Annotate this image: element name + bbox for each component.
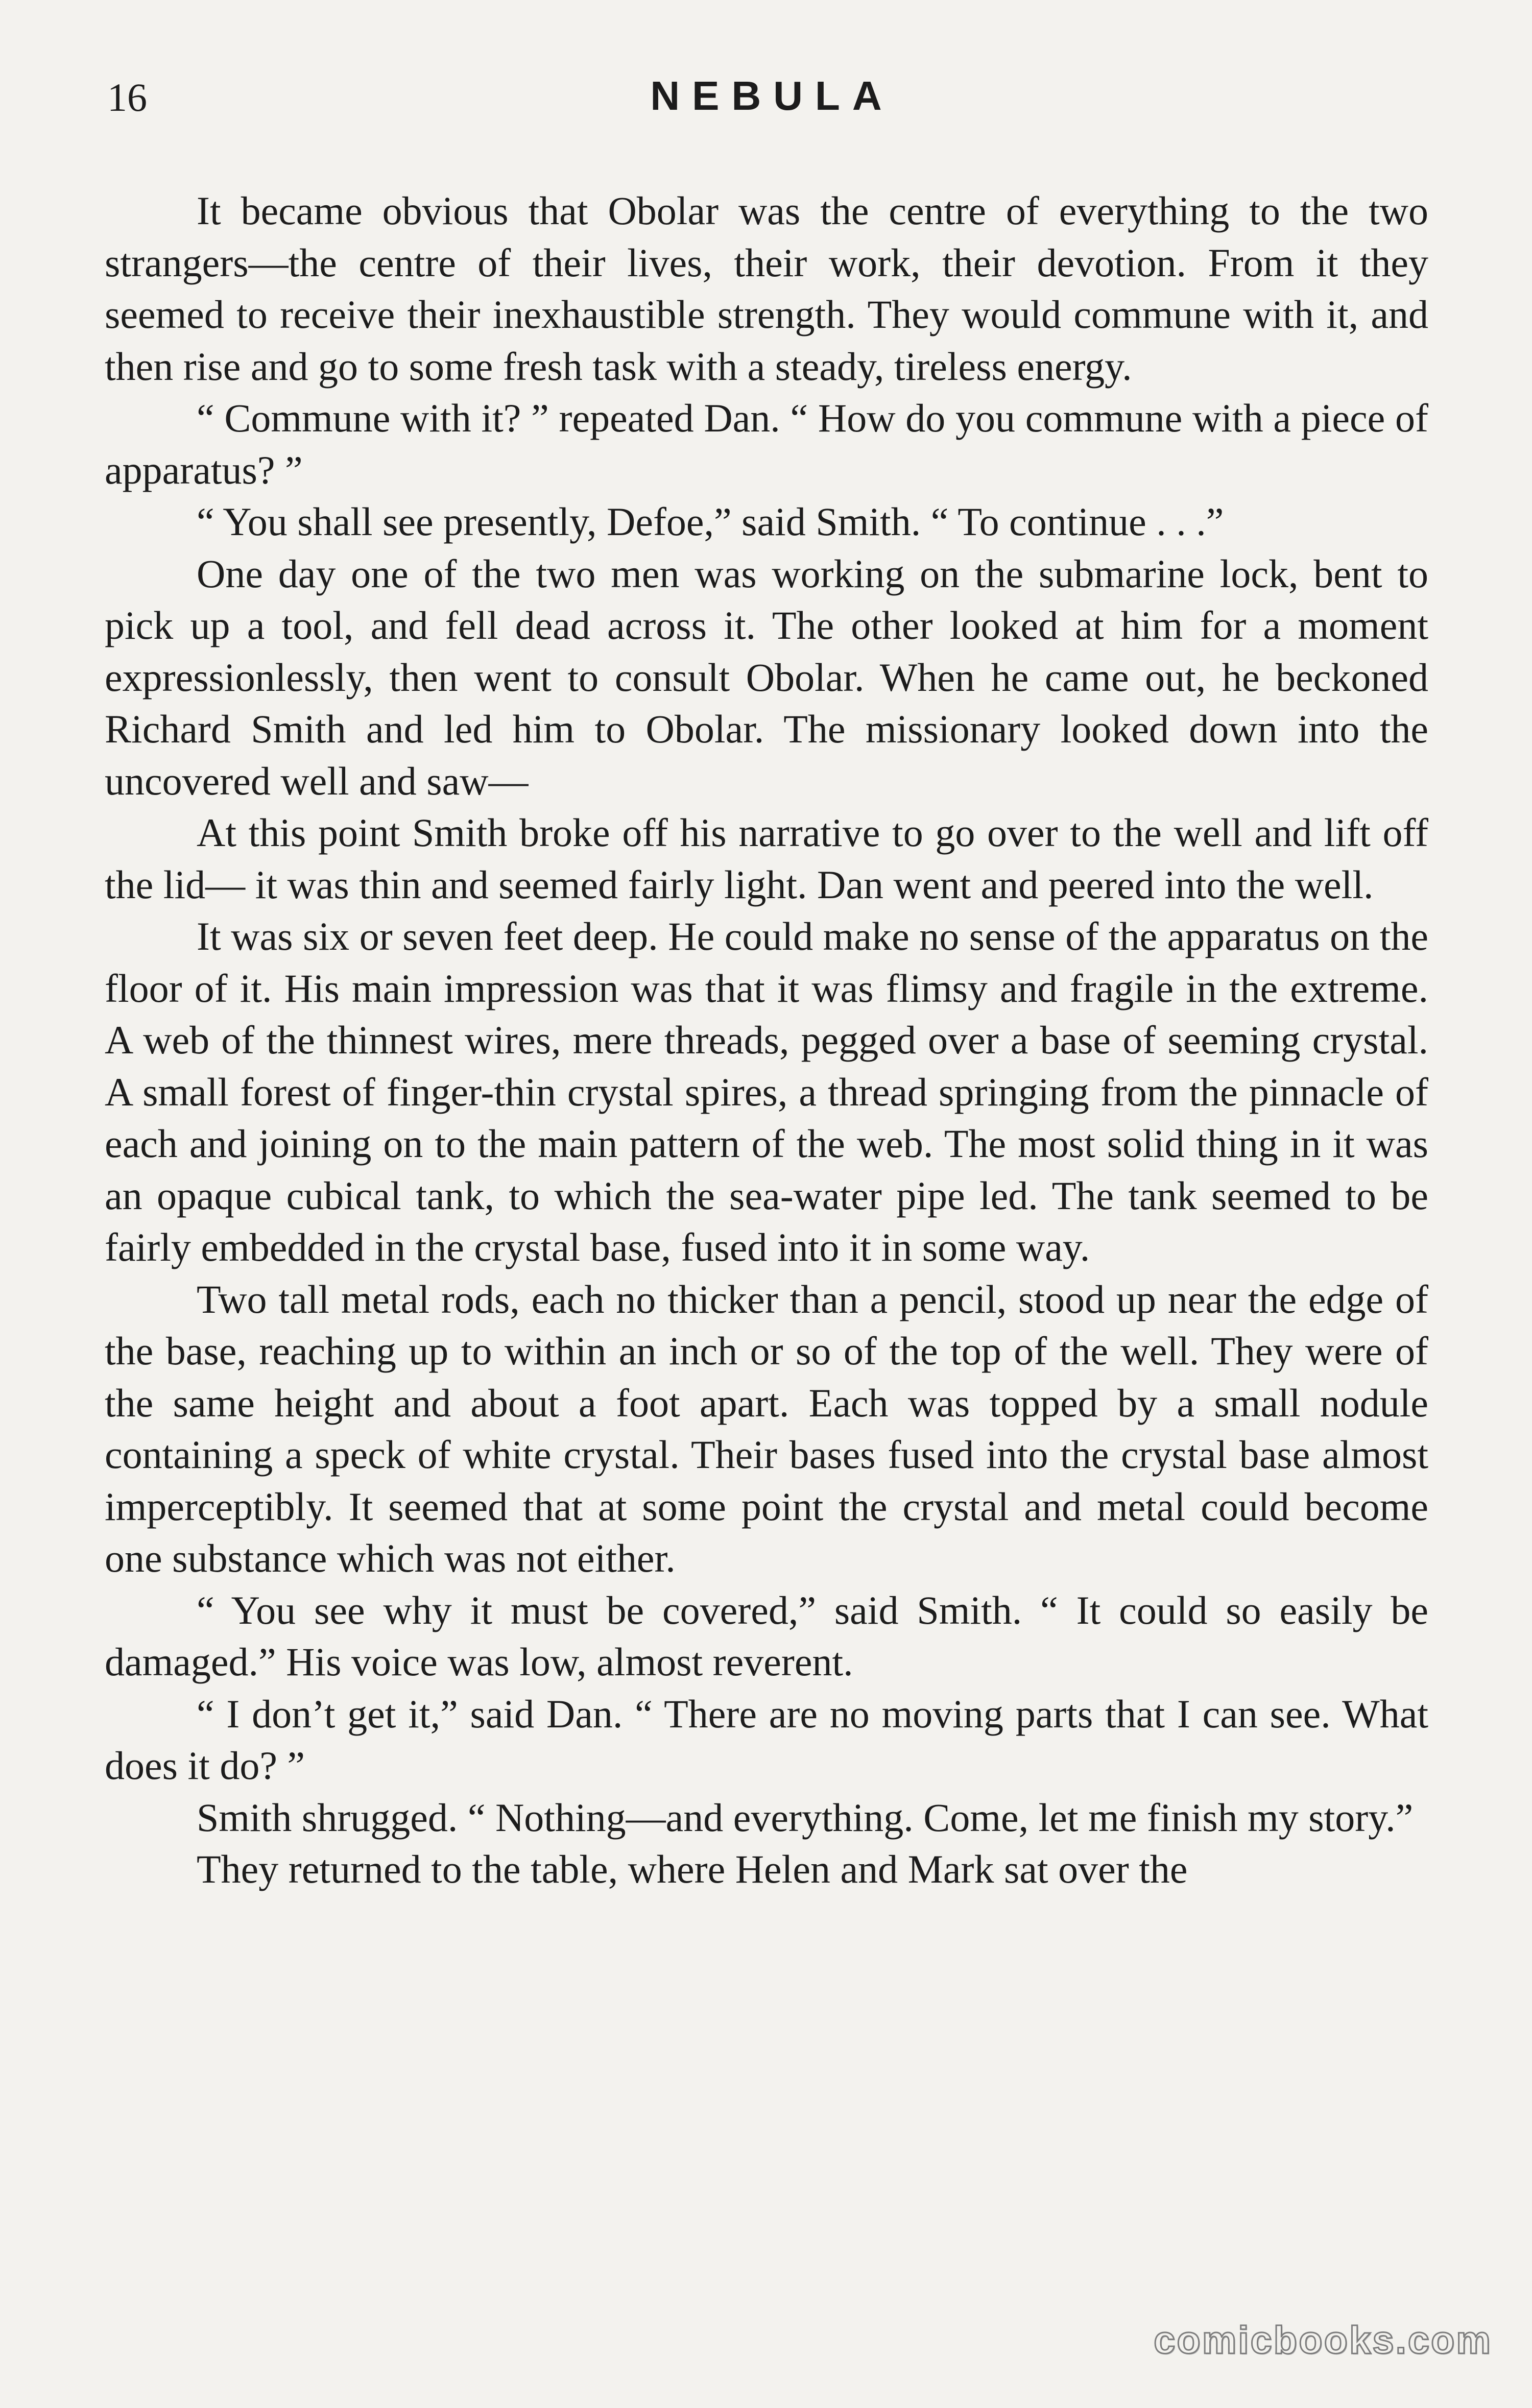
watermark-logo: comicbooks.com [1154, 2319, 1492, 2362]
paragraph: “ I don’t get it,” said Dan. “ There are no moving parts that I can see. What does it do? ” [105, 1691, 1428, 1788]
paragraph: They returned to the table, where Helen and Mark sat over the [197, 1847, 1188, 1891]
paragraph: Two tall metal rods, each no thicker than a pencil, stood up near the edge of the base, reaching up to within an inch or so of the top of the well. They were of the same height and about a foot apart. Each was topped by a small nodule containing a speck of white crystal. Their bases fused into the crystal base almost imperceptibly. It seemed that at some point the crystal and metal could become one substance which was not either. [105, 1277, 1428, 1580]
paragraph: “ You shall see presently, Defoe,” said Smith. “ To continue . . .” [197, 499, 1224, 544]
paragraph: “ You see why it must be covered,” said Smith. “ It could so easily be damaged.” His voice was low, almost reverent. [105, 1587, 1428, 1684]
paragraph: One day one of the two men was working on the submarine lock, bent to pick up a tool, and fell dead across it. The other looked at him for a moment expressionlessly, then went to consult Obolar. When he came out, he beckoned Richard Smith and led him to Obolar. The missionary looked down into the uncovered well and saw— [105, 551, 1428, 803]
paragraph: At this point Smith broke off his narrative to go over to the well and lift off the lid— it was thin and seemed fairly light. Dan went and peered into the well. [105, 810, 1428, 907]
paragraph: It was six or seven feet deep. He could make no sense of the apparatus on the floor of it. His main impression was that it was flimsy and fragile in the extreme. A web of the thinnest wires, mere threads, pegged over a base of seeming crystal. A small forest of finger-thin crystal spires, a thread springing from the pinnacle of each and joining on to the main pattern of the web. The most solid thing in it was an opaque cubical tank, to which the sea-water pipe led. The tank seemed to be fairly embedded in the crystal base, fused into it in some way. [105, 914, 1428, 1269]
page-number: 16 [107, 75, 147, 119]
paragraph: Smith shrugged. “ Nothing—and everything. Come, let me finish my story.” [197, 1795, 1414, 1840]
paragraph: “ Commune with it? ” repeated Dan. “ How do you commune with a piece of apparatus? ” [105, 396, 1428, 492]
paragraph: It became obvious that Obolar was the centre of everything to the two strangers—the centre of their lives, their work, their devotion. From it they seemed to receive their inexhaustible strength. They would commune with it, and then rise and go to some fresh task with a steady, tireless energy. [105, 188, 1428, 389]
body-text [105, 185, 1428, 1895]
running-head-title: NEBULA [650, 73, 894, 118]
